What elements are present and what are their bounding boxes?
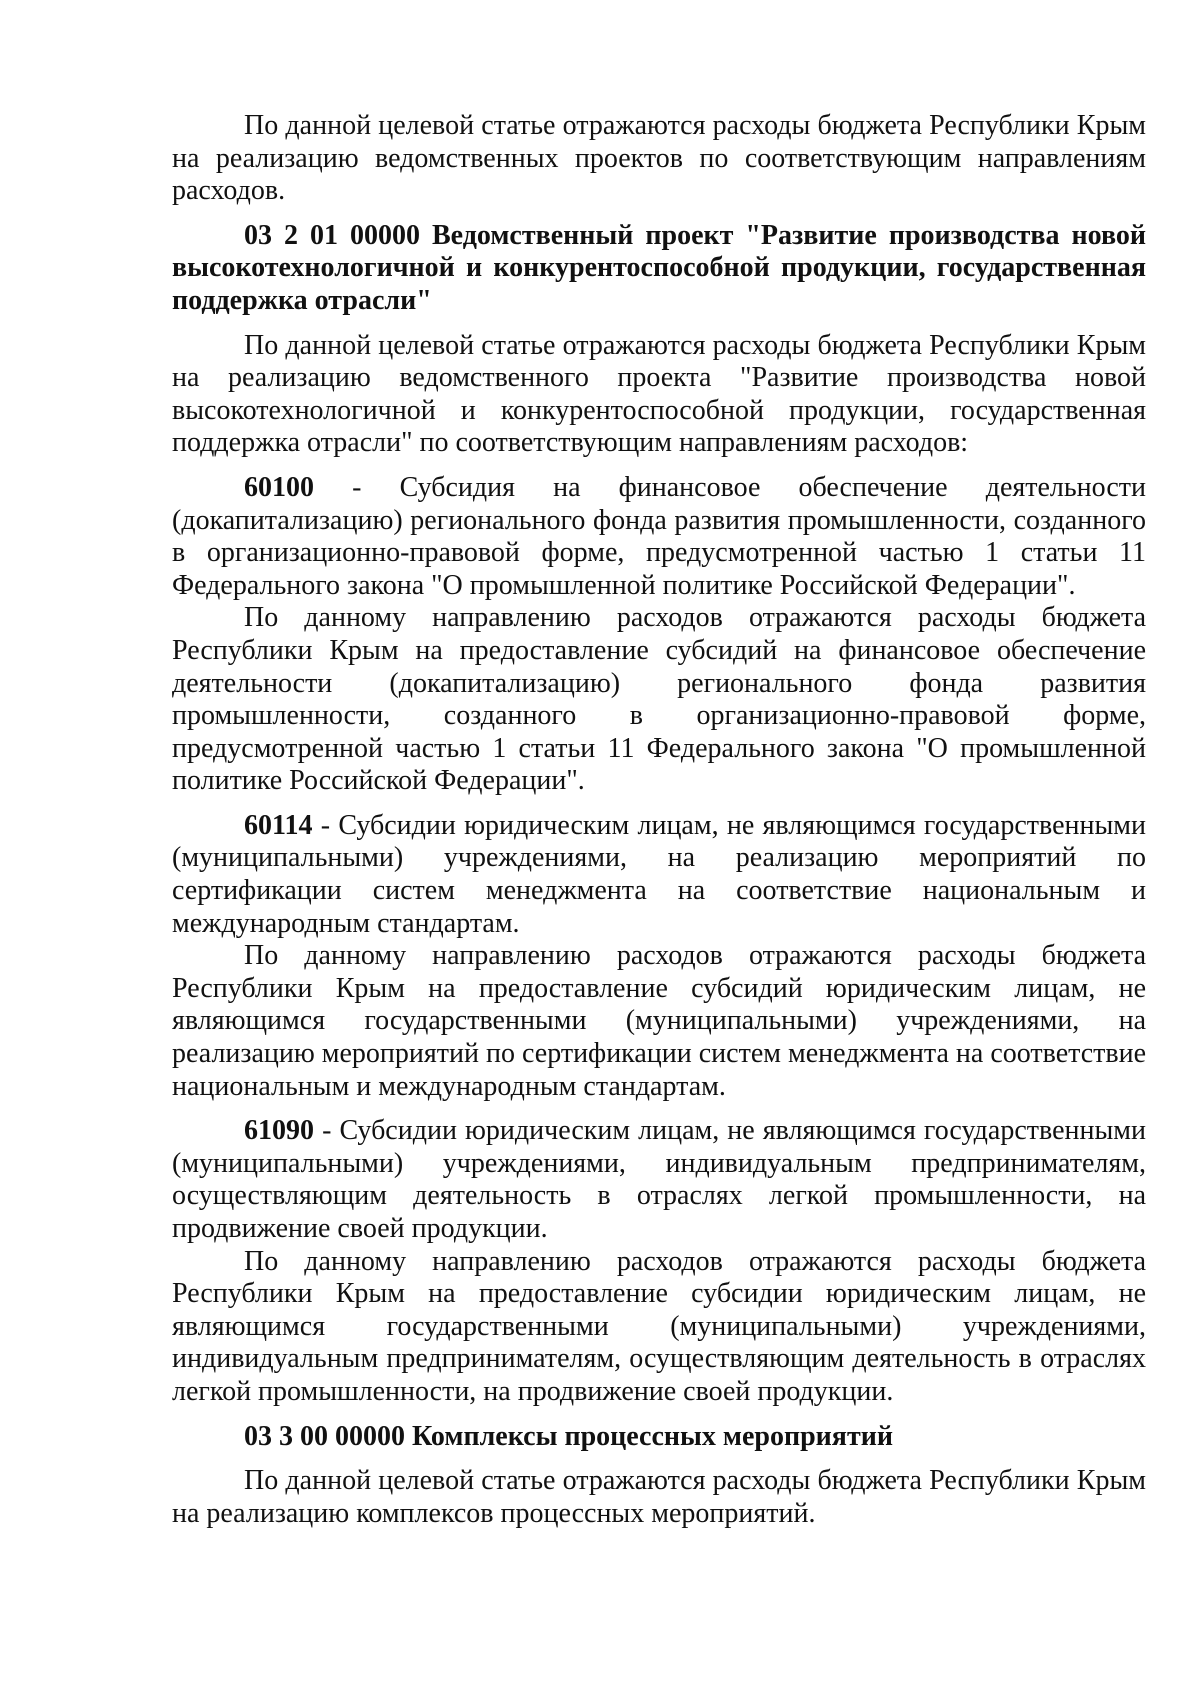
code-item-60100	[172, 472, 1146, 602]
code-60100: 60100	[244, 471, 314, 503]
heading-section-03-2-01: 03 2 01 00000 Ведомственный проект "Развитие производства новой высокотехнологичной и конкурентоспособной продукции, государственная поддержка отрасли"	[172, 219, 1146, 316]
code-60114: 60114	[244, 809, 313, 841]
paragraph-section-03-2-01: По данной целевой статье отражаются расходы бюджета Республики Крым на реализацию ведомственного проекта "Развитие производства новой высокотехнологичной и конкурентоспособной продукции, государственная поддержка отрасли" по соответствующим направлениям расходов:	[172, 329, 1146, 459]
code-item-60114	[172, 810, 1146, 940]
code-item-61090	[172, 1115, 1146, 1245]
paragraph-60114-explanation: По данному направлению расходов отражаются расходы бюджета Республики Крым на предоставление субсидий юридическим лицам, не являющимся государственными (муниципальными) учреждениями, на реализацию мероприятий по сертификации систем менеджмента на соответствие национальным и международным стандартам.	[172, 940, 1146, 1102]
heading-section-03-3-00: 03 3 00 00000 Комплексы процессных мероприятий	[244, 1420, 893, 1452]
code-61090: 61090	[244, 1115, 314, 1147]
paragraph-section-03-3-00: По данной целевой статье отражаются расходы бюджета Республики Крым на реализацию комплексов процессных мероприятий.	[172, 1465, 1146, 1529]
paragraph-intro: По данной целевой статье отражаются расходы бюджета Республики Крым на реализацию ведомственных проектов по соответствующим направлениям расходов.	[172, 110, 1146, 207]
code-60114-description: - Субсидии юридическим лицам, не являющимся государственными (муниципальными) учреждениями, на реализацию мероприятий по сертификации систем менеджмента на соответствие национальным и международным стандартам.	[172, 809, 1146, 939]
document-page	[172, 110, 1146, 1530]
code-61090-description: - Субсидии юридическим лицам, не являющимся государственными (муниципальными) учреждениями, индивидуальным предпринимателям, осуществляющим деятельность в отраслях легкой промышленности, на продвижение своей продукции.	[172, 1115, 1146, 1244]
paragraph-60100-explanation: По данному направлению расходов отражаются расходы бюджета Республики Крым на предоставление субсидий на финансовое обеспечение деятельности (докапитализацию) регионального фонда развития промышленности, созданного в организационно-правовой форме, предусмотренной частью 1 статьи 11 Федерального закона "О промышленной политике Российской Федерации".	[172, 602, 1146, 797]
paragraph-61090-explanation: По данному направлению расходов отражаются расходы бюджета Республики Крым на предоставление субсидии юридическим лицам, не являющимся государственными (муниципальными) учреждениями, индивидуальным предпринимателям, осуществляющим деятельность в отраслях легкой промышленности, на продвижение своей продукции.	[172, 1245, 1146, 1407]
code-60100-description: - Субсидия на финансовое обеспечение деятельности (докапитализацию) регионального фонда развития промышленности, созданного в организационно-правовой форме, предусмотренной частью 1 статьи 11 Федерального закона "О промышленной политике Российской Федерации".	[172, 471, 1146, 601]
